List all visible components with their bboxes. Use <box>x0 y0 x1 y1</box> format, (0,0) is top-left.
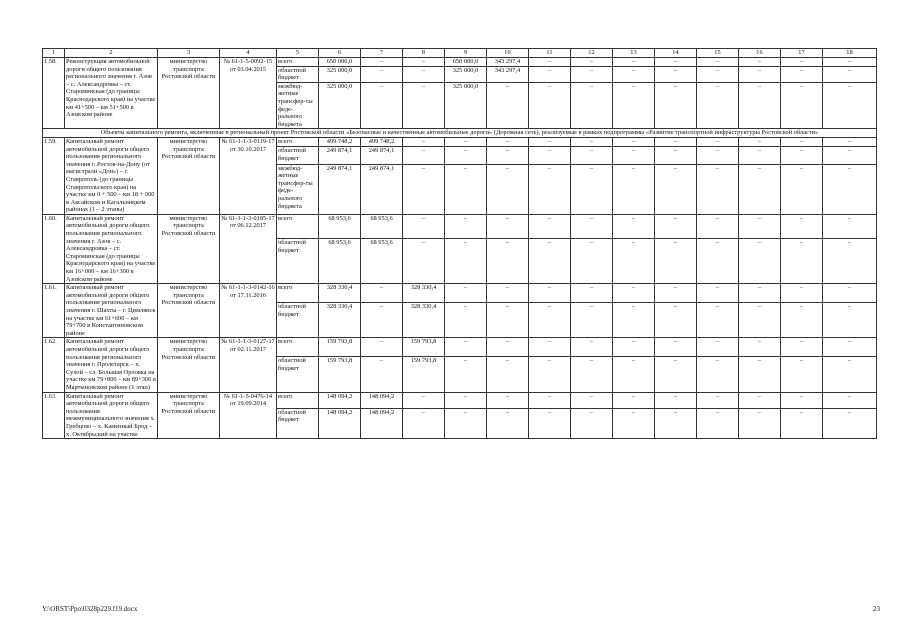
amount-cell: – <box>487 137 529 146</box>
amount-cell: – <box>529 408 571 438</box>
amount-cell: – <box>487 238 529 283</box>
approval-document: № 61-1-1-3-0185-17 от 06.12.2017 <box>220 214 277 283</box>
amount-cell: – <box>739 82 781 129</box>
column-number-header: 16 <box>739 49 781 58</box>
amount-cell: – <box>571 408 613 438</box>
amount-cell: – <box>655 357 697 392</box>
amount-cell: – <box>613 164 655 214</box>
amount-cell: – <box>823 238 877 283</box>
amount-cell: – <box>529 214 571 238</box>
amount-cell: – <box>529 164 571 214</box>
table-row <box>43 214 877 238</box>
amount-cell: 328 330,4 <box>403 284 445 303</box>
amount-cell: – <box>739 66 781 82</box>
responsible-org: министерство транспорта Ростовской области <box>158 338 220 392</box>
funding-source: областной бюджет <box>277 66 319 82</box>
amount-cell: – <box>445 284 487 303</box>
amount-cell: – <box>697 147 739 164</box>
table-row <box>43 392 877 408</box>
amount-cell: – <box>739 137 781 146</box>
amount-cell: – <box>403 147 445 164</box>
amount-cell: – <box>739 164 781 214</box>
column-number-header: 14 <box>655 49 697 58</box>
table-row <box>43 338 877 357</box>
amount-cell: – <box>403 58 445 67</box>
approval-document: № 61-1-5-0092-15 от 03.04.2015 <box>220 58 277 129</box>
amount-cell: 650 000,0 <box>445 58 487 67</box>
object-name: Капитальный ремонт автомобильной дороги общего пользования регионального значения г. Ростов-на-Дону (от магистрали «Дон») – г. Ставрополь (до границы Ставропольского края) на участке км 0 + 500 – км 18 + 000 в Аксайском и Кагальницком районах (1 – 2 этапы) <box>65 137 158 214</box>
amount-cell: – <box>571 284 613 303</box>
column-number-header: 17 <box>781 49 823 58</box>
amount-cell: – <box>487 338 529 357</box>
row-number: 1.61. <box>43 284 65 338</box>
amount-cell: – <box>529 147 571 164</box>
amount-cell: – <box>781 147 823 164</box>
amount-cell: – <box>613 214 655 238</box>
amount-cell: – <box>403 66 445 82</box>
funding-source: всего <box>277 338 319 357</box>
amount-cell: – <box>739 284 781 303</box>
amount-cell: – <box>781 137 823 146</box>
table-row <box>43 137 877 146</box>
amount-cell: – <box>487 147 529 164</box>
approval-document: № 61-1-5-0476-14 от 19.09.2014 <box>220 392 277 439</box>
funding-source: всего <box>277 137 319 146</box>
amount-cell: – <box>823 147 877 164</box>
amount-cell: – <box>781 66 823 82</box>
amount-cell: – <box>445 238 487 283</box>
amount-cell: 68 953,6 <box>361 238 403 283</box>
amount-cell: – <box>739 58 781 67</box>
section-title: Объекты капитального ремонта, включенные в региональный проект Ростовской области «Безопасные и качественные автомобильные дороги» (Дорожная сеть), реализуемые в рамках подпрограммы «Развитие транспортной инфраструктуры Ростовской области» <box>43 129 877 138</box>
amount-cell: – <box>529 82 571 129</box>
amount-cell: – <box>403 408 445 438</box>
amount-cell: 148 094,2 <box>361 392 403 408</box>
amount-cell: 499 748,2 <box>319 137 361 146</box>
amount-cell: – <box>613 284 655 303</box>
amount-cell: – <box>655 238 697 283</box>
column-number-header: 12 <box>571 49 613 58</box>
amount-cell: – <box>739 408 781 438</box>
approval-document: № 61-1-1-3-0119-17 от 30.10.2017 <box>220 137 277 214</box>
amount-cell: – <box>361 66 403 82</box>
amount-cell: – <box>487 392 529 408</box>
amount-cell: – <box>655 66 697 82</box>
amount-cell: – <box>445 338 487 357</box>
amount-cell: – <box>739 357 781 392</box>
amount-cell: – <box>823 284 877 303</box>
amount-cell: – <box>571 357 613 392</box>
table-row <box>43 58 877 67</box>
object-name: Капитальный ремонт автомобильной дороги общего пользования регионального значения г. Азов – с. Александровка – ст. Староминская (до границы Краснодарского края) на участке км 16+000 – км 16+300 в Азовском районе <box>65 214 158 283</box>
row-number: 1.62. <box>43 338 65 392</box>
amount-cell: – <box>445 147 487 164</box>
amount-cell: – <box>655 338 697 357</box>
page-number: 23 <box>873 605 880 613</box>
amount-cell: – <box>697 58 739 67</box>
amount-cell: – <box>487 357 529 392</box>
object-name: Капитальный ремонт автомобильной дороги общего пользования регионального значения г. Пролетарск – х. Сухой – сл. Большая Орловка на участке км 79+800 – км 89+300 в Мартыновском районе (1 этап) <box>66 338 156 391</box>
amount-cell: – <box>697 357 739 392</box>
amount-cell: – <box>487 284 529 303</box>
amount-cell: – <box>781 357 823 392</box>
row-number: 1.58. <box>43 58 65 129</box>
amount-cell: – <box>361 302 403 337</box>
amount-cell: – <box>613 137 655 146</box>
amount-cell: – <box>445 164 487 214</box>
amount-cell: – <box>445 408 487 438</box>
amount-cell: – <box>655 147 697 164</box>
responsible-org: министерство транспорта Ростовской области <box>158 284 220 338</box>
amount-cell: 68 953,6 <box>361 214 403 238</box>
amount-cell: – <box>739 392 781 408</box>
amount-cell: – <box>781 238 823 283</box>
amount-cell: – <box>571 82 613 129</box>
funding-source: межбюд-жетные трансфер-ты феде-рального бюджета <box>277 164 319 214</box>
amount-cell: – <box>823 66 877 82</box>
amount-cell: 328 330,4 <box>319 284 361 303</box>
amount-cell: – <box>529 137 571 146</box>
amount-cell: – <box>823 357 877 392</box>
amount-cell: 328 330,4 <box>403 302 445 337</box>
amount-cell: – <box>571 164 613 214</box>
amount-cell: 249 874,1 <box>319 164 361 214</box>
row-number: 1.59. <box>43 137 65 214</box>
amount-cell: – <box>697 164 739 214</box>
amount-cell: – <box>697 137 739 146</box>
amount-cell: – <box>613 357 655 392</box>
amount-cell: – <box>781 284 823 303</box>
amount-cell: – <box>739 338 781 357</box>
amount-cell: – <box>361 357 403 392</box>
amount-cell: – <box>571 338 613 357</box>
amount-cell: 325 000,0 <box>445 82 487 129</box>
amount-cell: – <box>487 408 529 438</box>
column-number-header: 18 <box>823 49 877 58</box>
amount-cell: – <box>403 214 445 238</box>
amount-cell: – <box>487 302 529 337</box>
column-number-header: 11 <box>529 49 571 58</box>
amount-cell: 325 000,0 <box>445 66 487 82</box>
amount-cell: – <box>529 238 571 283</box>
amount-cell: – <box>613 147 655 164</box>
amount-cell: 148 094,2 <box>361 408 403 438</box>
amount-cell: – <box>403 238 445 283</box>
amount-cell: – <box>697 214 739 238</box>
section-header-row <box>43 129 877 138</box>
amount-cell: – <box>487 164 529 214</box>
amount-cell: – <box>781 58 823 67</box>
amount-cell: – <box>613 392 655 408</box>
amount-cell: – <box>613 58 655 67</box>
amount-cell: 343 297,4 <box>487 58 529 67</box>
amount-cell: – <box>823 82 877 129</box>
table-body <box>43 58 877 439</box>
column-number-header: 7 <box>361 49 403 58</box>
object-name: Капитальный ремонт автомобильной дороги общего пользования регионального значения г. Шахты – г. Цимлянск на участке км 61+600 – км 79+700 в Константиновском районе <box>66 284 156 337</box>
column-number-header: 2 <box>65 49 158 58</box>
amount-cell: – <box>571 66 613 82</box>
column-number-header: 10 <box>487 49 529 58</box>
amount-cell: – <box>781 338 823 357</box>
funding-source: областной бюджет <box>277 408 319 438</box>
funding-source: всего <box>277 214 319 238</box>
amount-cell: – <box>529 66 571 82</box>
amount-cell: – <box>361 284 403 303</box>
column-number-header: 3 <box>158 49 220 58</box>
amount-cell: – <box>571 137 613 146</box>
amount-cell: – <box>823 302 877 337</box>
amount-cell: – <box>781 82 823 129</box>
amount-cell: – <box>655 137 697 146</box>
amount-cell: – <box>655 58 697 67</box>
amount-cell: – <box>403 82 445 129</box>
amount-cell: – <box>823 58 877 67</box>
row-number: 1.60. <box>43 214 65 283</box>
amount-cell: – <box>655 214 697 238</box>
amount-cell: 249 874,1 <box>319 147 361 164</box>
amount-cell: – <box>361 82 403 129</box>
amount-cell: 159 793,8 <box>403 357 445 392</box>
amount-cell: – <box>571 302 613 337</box>
amount-cell: – <box>739 302 781 337</box>
funding-source: областной бюджет <box>277 357 319 392</box>
amount-cell: 148 094,2 <box>319 408 361 438</box>
amount-cell: 68 953,6 <box>319 238 361 283</box>
table-row <box>43 284 877 303</box>
responsible-org: министерство транспорта Ростовской области <box>158 58 220 129</box>
amount-cell: – <box>697 338 739 357</box>
amount-cell: – <box>739 214 781 238</box>
amount-cell: – <box>403 137 445 146</box>
amount-cell: – <box>823 164 877 214</box>
amount-cell: 325 000,0 <box>319 66 361 82</box>
amount-cell: – <box>655 284 697 303</box>
column-number-header: 15 <box>697 49 739 58</box>
amount-cell: – <box>781 302 823 337</box>
responsible-org: министерство транспорта Ростовской области <box>158 137 220 214</box>
amount-cell: – <box>613 408 655 438</box>
amount-cell: – <box>823 338 877 357</box>
funding-source: областной бюджет <box>277 238 319 283</box>
column-number-header: 4 <box>220 49 277 58</box>
funding-source: межбюд-жетные трансфер-ты феде-рального бюджета <box>277 82 319 129</box>
amount-cell: 249 874,1 <box>361 164 403 214</box>
funding-source: всего <box>277 58 319 67</box>
column-number-header: 8 <box>403 49 445 58</box>
column-number-header: 1 <box>43 49 65 58</box>
amount-cell: – <box>361 338 403 357</box>
amount-cell: – <box>613 302 655 337</box>
amount-cell: – <box>655 408 697 438</box>
amount-cell: – <box>571 147 613 164</box>
amount-cell: – <box>697 408 739 438</box>
amount-cell: – <box>571 214 613 238</box>
amount-cell: – <box>529 392 571 408</box>
funding-source: всего <box>277 392 319 408</box>
column-number-row <box>43 49 877 58</box>
amount-cell: 325 000,0 <box>319 82 361 129</box>
responsible-org: министерство транспорта Ростовской области <box>158 214 220 283</box>
amount-cell: – <box>529 357 571 392</box>
amount-cell: 159 793,8 <box>319 338 361 357</box>
amount-cell: – <box>823 137 877 146</box>
amount-cell: – <box>529 284 571 303</box>
amount-cell: – <box>739 147 781 164</box>
amount-cell: 343 297,4 <box>487 66 529 82</box>
amount-cell: – <box>823 214 877 238</box>
amount-cell: – <box>781 408 823 438</box>
amount-cell: – <box>571 392 613 408</box>
amount-cell: 328 330,4 <box>319 302 361 337</box>
amount-cell: – <box>739 238 781 283</box>
amount-cell: 650 000,0 <box>319 58 361 67</box>
amount-cell: – <box>823 392 877 408</box>
amount-cell: – <box>613 66 655 82</box>
amount-cell: – <box>445 214 487 238</box>
amount-cell: – <box>697 302 739 337</box>
responsible-org: министерство транспорта Ростовской области <box>158 392 220 439</box>
column-number-header: 9 <box>445 49 487 58</box>
funding-source: областной бюджет <box>277 147 319 164</box>
funding-source: областной бюджет <box>277 302 319 337</box>
amount-cell: – <box>613 82 655 129</box>
amount-cell: 148 094,2 <box>319 392 361 408</box>
column-number-header: 6 <box>319 49 361 58</box>
amount-cell: – <box>445 302 487 337</box>
amount-cell: – <box>571 58 613 67</box>
amount-cell: – <box>487 82 529 129</box>
amount-cell: – <box>781 164 823 214</box>
amount-cell: – <box>781 392 823 408</box>
column-number-header: 5 <box>277 49 319 58</box>
amount-cell: – <box>361 58 403 67</box>
amount-cell: – <box>487 214 529 238</box>
amount-cell: – <box>403 392 445 408</box>
amount-cell: – <box>613 238 655 283</box>
amount-cell: 499 748,2 <box>361 137 403 146</box>
program-table <box>42 48 877 439</box>
amount-cell: – <box>403 164 445 214</box>
amount-cell: – <box>529 58 571 67</box>
amount-cell: – <box>445 392 487 408</box>
amount-cell: – <box>529 338 571 357</box>
approval-document: № 61-1-1-3-0127-17 от 02.11.2017 <box>220 338 277 392</box>
amount-cell: – <box>823 408 877 438</box>
approval-document: № 61-1-1-3-0142-16 от 17.11.2016 <box>220 284 277 338</box>
amount-cell: – <box>655 82 697 129</box>
footer-file-path: Y:\ORST\Ppo\0328p229.f19.docx <box>42 605 138 613</box>
amount-cell: – <box>655 302 697 337</box>
amount-cell: 68 953,6 <box>319 214 361 238</box>
amount-cell: – <box>697 392 739 408</box>
row-number: 1.63. <box>43 392 65 439</box>
amount-cell: – <box>781 214 823 238</box>
object-name: Капитальный ремонт автомобильной дороги общего пользования межмуниципального значения х. Гребцово – х. Каменный Брод – х. Октябрьский на участке <box>65 392 158 439</box>
amount-cell: – <box>697 284 739 303</box>
funding-source: всего <box>277 284 319 303</box>
amount-cell: 249 874,1 <box>361 147 403 164</box>
amount-cell: – <box>571 238 613 283</box>
object-name: Реконструкция автомобильной дороги общего пользования регионального значения г. Азов – с. Александровка – ст. Староминская (до границы Краснодарского края) на участке км 41+500 – км 51+500 в Азовском районе <box>65 58 158 129</box>
amount-cell: – <box>697 238 739 283</box>
amount-cell: 159 793,8 <box>319 357 361 392</box>
amount-cell: – <box>697 82 739 129</box>
amount-cell: – <box>529 302 571 337</box>
amount-cell: – <box>445 357 487 392</box>
amount-cell: – <box>697 66 739 82</box>
amount-cell: – <box>613 338 655 357</box>
amount-cell: 159 793,8 <box>403 338 445 357</box>
amount-cell: – <box>655 164 697 214</box>
amount-cell: – <box>655 392 697 408</box>
column-number-header: 13 <box>613 49 655 58</box>
amount-cell: – <box>445 137 487 146</box>
